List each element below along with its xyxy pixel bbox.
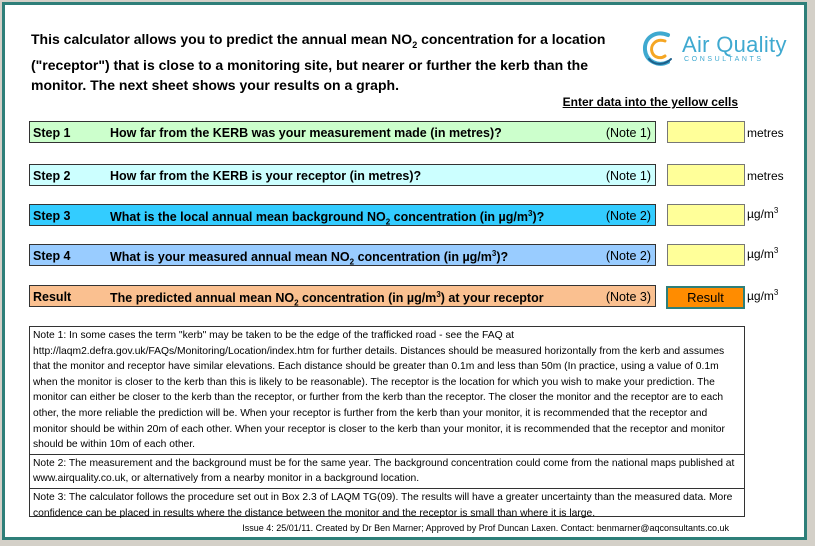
result-label: Result xyxy=(33,290,72,304)
footer-credits: Issue 4: 25/01/11. Created by Dr Ben Marner; Approved by Prof Duncan Laxen. Contact: benmarner@aqconsultants.co.uk xyxy=(242,523,729,533)
step-4-label: Step 4 xyxy=(33,249,71,263)
air-quality-consultants-logo xyxy=(641,27,801,73)
step-3-unit: $\mu g/m^3$ xyxy=(747,206,779,221)
step-2-unit: metres xyxy=(747,169,784,183)
step-1-note-ref: (Note 1) xyxy=(605,126,651,140)
logo-wordmark: Air Quality xyxy=(682,32,787,57)
calculator-sheet xyxy=(2,2,807,540)
step-1-question: How far from the KERB was your measurement made (in metres)? xyxy=(110,126,502,140)
step-1-label: Step 1 xyxy=(33,126,71,140)
step-2-note-ref: (Note 1) xyxy=(605,169,651,183)
step-3-question: What is the local annual mean background $NO_2$ concentration (in $\mu g/m^3$)? xyxy=(110,209,545,227)
note-2-text: Note 2: The measurement and the background must be for the same year. The background concentration could come from the national maps published at www.airquality.co.uk, or alternatively from a nearby monitor in a background location. xyxy=(30,455,744,489)
step-1-row xyxy=(29,121,656,143)
result-question: The predicted annual mean $NO_2$ concentration (in $\mu g/m^3$) at your receptor xyxy=(110,290,544,308)
step-2-row xyxy=(29,164,656,186)
step-2-question: How far from the KERB is your receptor (in metres)? xyxy=(110,169,422,183)
step-4-input-cell[interactable] xyxy=(667,244,745,266)
notes-box xyxy=(29,326,745,517)
result-row xyxy=(29,285,656,307)
step-3-row xyxy=(29,204,656,226)
step-4-question: What is your measured annual mean $NO_2$ concentration (in $\mu g/m^3$)? xyxy=(110,249,509,267)
enter-data-hint: Enter data into the yellow cells xyxy=(562,95,738,109)
step-2-label: Step 2 xyxy=(33,169,71,183)
intro-text: This calculator allows you to predict the annual mean $NO_2$ concentration for a location ("receptor") that is close to a monitoring site, but nearer or further the kerb than the monitor. The next sheet shows your results on a graph. xyxy=(31,31,606,93)
result-unit: $\mu g/m^3$ xyxy=(747,288,779,303)
step-1-input-cell[interactable] xyxy=(667,121,745,143)
step-4-note-ref: (Note 2) xyxy=(605,249,651,263)
note-1-text: Note 1: In some cases the term "kerb" may be taken to be the edge of the trafficked road - see the FAQ at http://laqm2.defra.gov.uk/FAQs/Monitoring/Location/index.htm for further details. Distances should be measured horizontally from the kerb and assumes that the monitor and receptor have similar elevations. Each distance should be greater than 0.1m and less than 50m (In practice, using a value of 0.1m when the monitor is closer to the kerb than this is likely to be reasonable). The receptor is the location for which you wish to make your prediction. The monitor can either be closer to the kerb than the receptor, or further from the kerb than the receptor. The closer the monitor and the receptor are to each other, the more reliable the prediction will be. When your receptor is further from the kerb than your monitor, it is recommended that the receptor and monitor should be within 20m of each other. When your receptor is closer to the kerb than your monitor, it is recommended that the receptor and monitor should be within 10m of each other. xyxy=(30,327,744,455)
logo-subtext: CONSULTANTS xyxy=(684,56,764,63)
result-button[interactable]: Result xyxy=(666,286,745,309)
step-1-unit: metres xyxy=(747,126,784,140)
step-2-input-cell[interactable] xyxy=(667,164,745,186)
result-note-ref: (Note 3) xyxy=(605,290,651,304)
note-3-text: Note 3: The calculator follows the procedure set out in Box 2.3 of LAQM TG(09). The results will have a greater uncertainty than the measured data. More confidence can be placed in results where the distance between the monitor and the receptor is small than where it is large. xyxy=(33,491,733,519)
step-4-row xyxy=(29,244,656,266)
step-3-note-ref: (Note 2) xyxy=(605,209,651,223)
step-3-label: Step 3 xyxy=(33,209,71,223)
step-4-unit: $\mu g/m^3$ xyxy=(747,246,779,261)
swirl-logo-icon xyxy=(641,29,677,69)
step-3-input-cell[interactable] xyxy=(667,204,745,226)
